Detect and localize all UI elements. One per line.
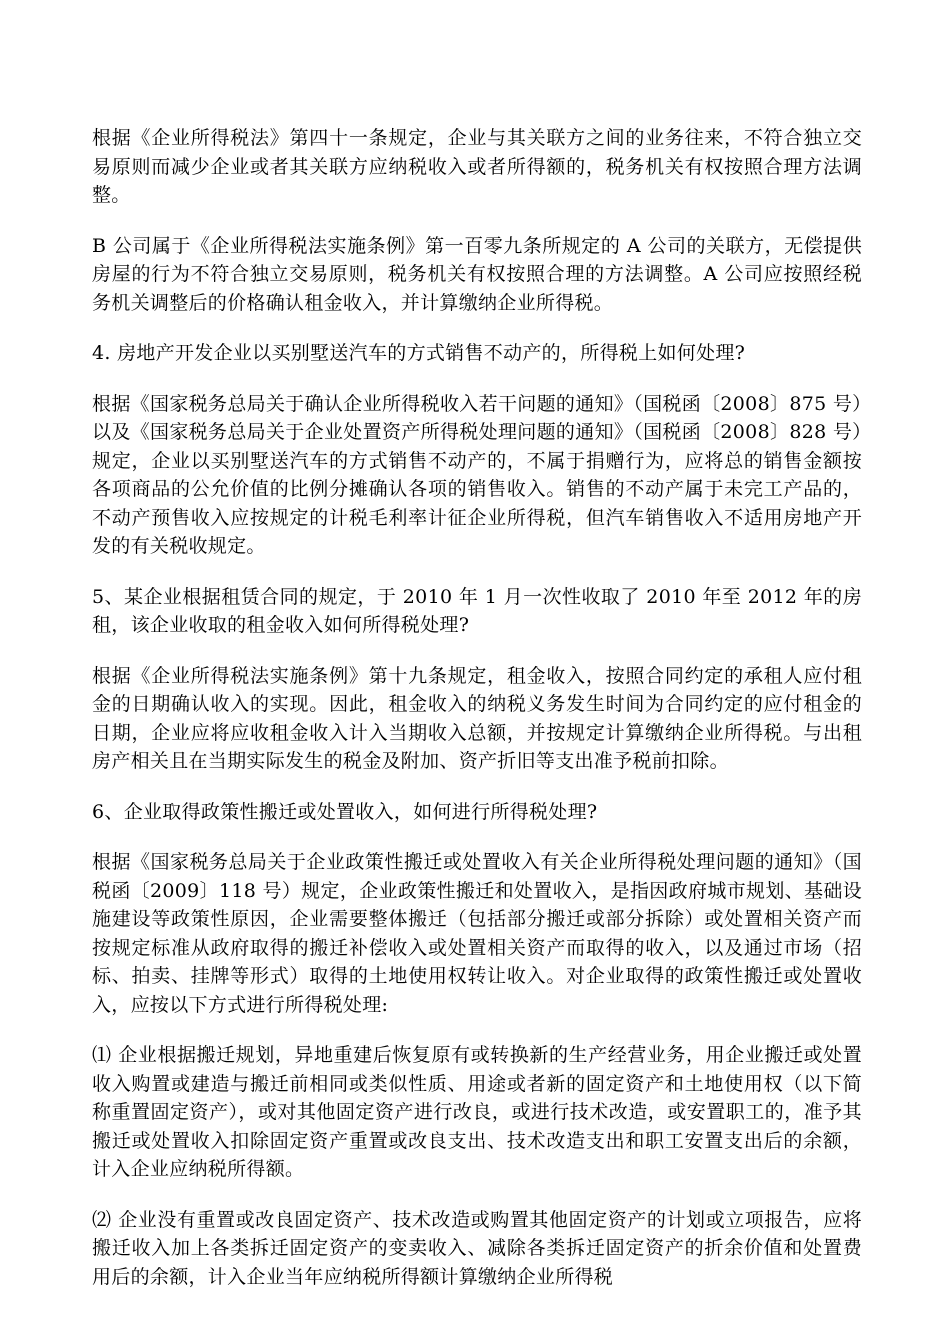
document-page (92, 124, 862, 1313)
question-4-heading: 4. 房地产开发企业以买别墅送汽车的方式销售不动产的，所得税上如何处理? (92, 342, 746, 364)
answer-6-item-1: ⑴ 企业根据搬迁规划，异地重建后恢复原有或转换新的生产经营业务，用企业搬迁或处置收入购置或建造与搬迁前相同或类似性质、用途或者新的固定资产和土地使用权（以下简称重置固定资产），或对其他固定资产进行改良，或进行技术改造，或安置职工的，准予其搬迁或处置收入扣除固定资产重置或改良支出、技术改造支出和职工安置支出后的余额，计入企业应纳税所得额。 (92, 1044, 862, 1180)
question-6-heading: 6、企业取得政策性搬迁或处置收入，如何进行所得税处理? (92, 800, 598, 823)
answer-5-paragraph: 根据《企业所得税法实施条例》第十九条规定，租金收入，按照合同约定的承租人应付租金的日期确认收入的实现。因此，租金收入的纳税义务发生时间为合同约定的应付租金的日期，企业应将应收租金收入计入当期收入总额，并按规定计算缴纳企业所得税。与出租房产相关且在当期实际发生的税金及附加、资产折旧等支出准予税前扣除。 (92, 664, 862, 772)
answer-6-item-2: ⑵ 企业没有重置或改良固定资产、技术改造或购置其他固定资产的计划或立项报告，应将搬迁收入加上各类拆迁固定资产的变卖收入、减除各类拆迁固定资产的折余价值和处置费用后的余额，计入企业当年应纳税所得额计算缴纳企业所得税 (92, 1208, 862, 1288)
paragraph-company-b-related-party: B 公司属于《企业所得税法实施条例》第一百零九条所规定的 A 公司的关联方，无偿提供房屋的行为不符合独立交易原则，税务机关有权按照合理的方法调整。A 公司应按照经税务机关调整后的价格确认租金收入，并计算缴纳企业所得税。 (92, 234, 862, 314)
paragraph-article-41: 根据《企业所得税法》第四十一条规定，企业与其关联方之间的业务往来，不符合独立交易原则而减少企业或者其关联方应纳税收入或者所得额的，税务机关有权按照合理方法调整。 (92, 127, 862, 206)
answer-6-paragraph: 根据《国家税务总局关于企业政策性搬迁或处置收入有关企业所得税处理问题的通知》（国税函〔2009〕118 号）规定，企业政策性搬迁和处置收入，是指因政府城市规划、基础设施建设等政策性原因，企业需要整体搬迁（包括部分搬迁或部分拆除）或处置相关资产而按规定标准从政府取得的搬迁补偿收入或处置相关资产而取得的收入，以及通过市场（招标、拍卖、挂牌等形式）取得的土地使用权转让收入。对企业取得的政策性搬迁或处置收入，应按以下方式进行所得税处理: (92, 851, 862, 1016)
question-5-heading: 5、某企业根据租赁合同的规定，于 2010 年 1 月一次性收取了 2010 年至 2012 年的房租，该企业收取的租金收入如何所得税处理? (92, 585, 862, 636)
answer-4-paragraph: 根据《国家税务总局关于确认企业所得税收入若干问题的通知》（国税函〔2008〕875 号）以及《国家税务总局关于企业处置资产所得税处理问题的通知》（国税函〔2008〕828 号）规定，企业以买别墅送汽车的方式销售不动产的，不属于捐赠行为，应将总的销售金额按各项商品的公允价值的比例分摊确认各项的销售收入。销售的不动产属于未完工产品的，不动产预售收入应按规定的计税毛利率计征企业所得税，但汽车销售收入不适用房地产开发的有关税收规定。 (92, 392, 862, 557)
